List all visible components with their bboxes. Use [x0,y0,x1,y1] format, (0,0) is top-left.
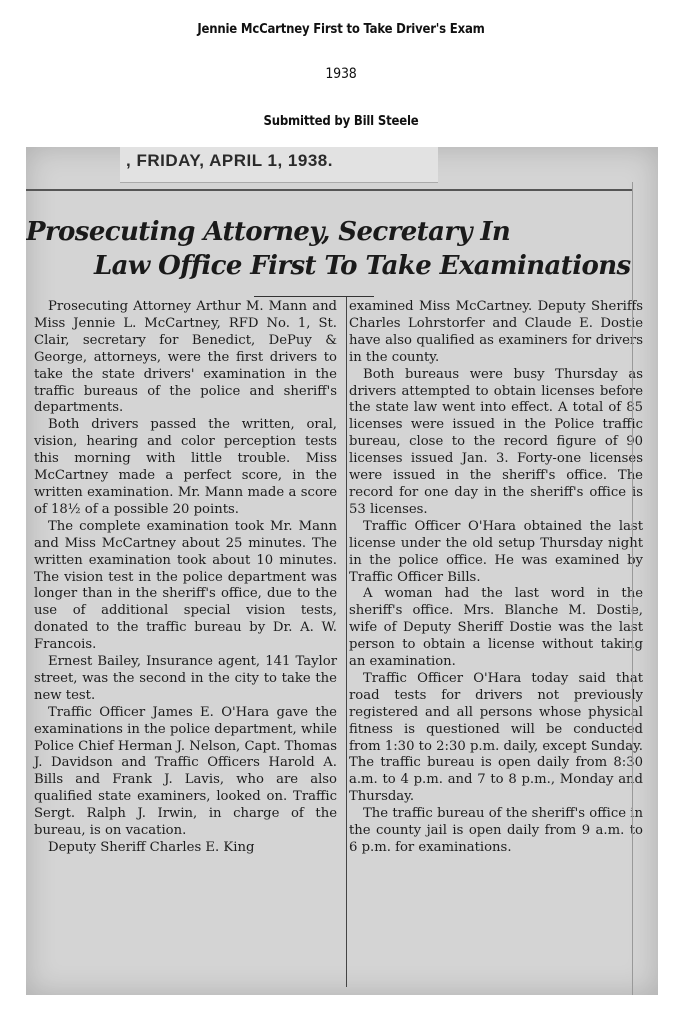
dateline: , FRIDAY, APRIL 1, 1938. [126,151,333,170]
adjacent-column-strip [632,182,658,995]
headline-underline [254,296,374,297]
article-left-column [34,299,337,857]
paragraph: Both bureaus were busy Thursday as drivers attempted to obtain licenses before the state law went into effect. A total of 85 licenses were issued in the Police traffic bureau, close to the record figure of 90 licenses issued Jan. 3. Forty-one licenses were issued in the sheriff's office. The record for one day in the sheriff's office is 53 licenses. [349,366,643,517]
paragraph: Traffic Officer O'Hara today said that road tests for drivers not previously registered and all persons whose physical fitness is questioned will be conducted from 1:30 to 2:30 p.m. daily, except Sunday. The traffic bureau is open daily from 8:30 a.m. to 4 p.m. and 7 to 8 p.m., Monday and Thursday. [349,670,643,805]
paragraph: examined Miss McCartney. Deputy Sheriffs Charles Lohrstorfer and Claude E. Dostie have also qualified as examiners for drivers in the county. [349,299,643,365]
headline-line-1: Prosecuting Attorney, Secretary In [26,217,511,247]
paragraph: A woman had the last word in the sheriff's office. Mrs. Blanche M. Dostie, wife of Deputy Sheriff Dostie was the last person to obtain a license without taking an examination. [349,586,643,670]
top-rule [26,189,632,191]
paragraph: Prosecuting Attorney Arthur M. Mann and Miss Jennie L. McCartney, RFD No. 1, St. Clair, secretary for Benedict, DePuy & George, attorneys, were the first drivers to take the state drivers' examination in the traffic bureaus of the police and sheriff's departments. [34,299,337,416]
paragraph: Traffic Officer James E. O'Hara gave the examinations in the police department, while Police Chief Herman J. Nelson, Capt. Thomas J. Davidson and Traffic Officers Harold A. Bills and Frank J. Lavis, who are also qualified state examiners, looked on. Traffic Sergt. Ralph J. Irwin, in charge of the bureau, is on vacation. [34,704,337,839]
paragraph: The traffic bureau of the sheriff's office in the county jail is open daily from 9 a.m. to 6 p.m. for examinations. [349,806,643,855]
caption-year: 1938 [325,66,357,82]
paragraph: Traffic Officer O'Hara obtained the last license under the old setup Thursday night in the police office. He was examined by Traffic Officer Bills. [349,518,643,585]
newspaper-clipping [26,147,658,995]
column-divider [346,297,347,987]
headline-line-2: Law Office First To Take Examinations [94,251,631,281]
caption-submitted-by: Submitted by Bill Steele [263,114,419,129]
paragraph: Ernest Bailey, Insurance agent, 141 Taylor street, was the second in the city to take the new test. [34,654,337,703]
paragraph: Deputy Sheriff Charles E. King [48,840,255,855]
caption-title: Jennie McCartney First to Take Driver's Exam [197,22,485,37]
paragraph: The complete examination took Mr. Mann and Miss McCartney about 25 minutes. The written examination took about 10 minutes. The vision test in the police department was longer than in the sheriff's office, due to the use of additional special vision tests, donated to the traffic bureau by Dr. A. W. Francois. [34,518,337,653]
article-right-column [349,299,643,857]
paragraph: Both drivers passed the written, oral, vision, hearing and color perception tests this morning with little trouble. Miss McCartney made a perfect score, in the written examination. Mr. Mann made a score of 18½ of a possible 20 points. [34,417,337,517]
